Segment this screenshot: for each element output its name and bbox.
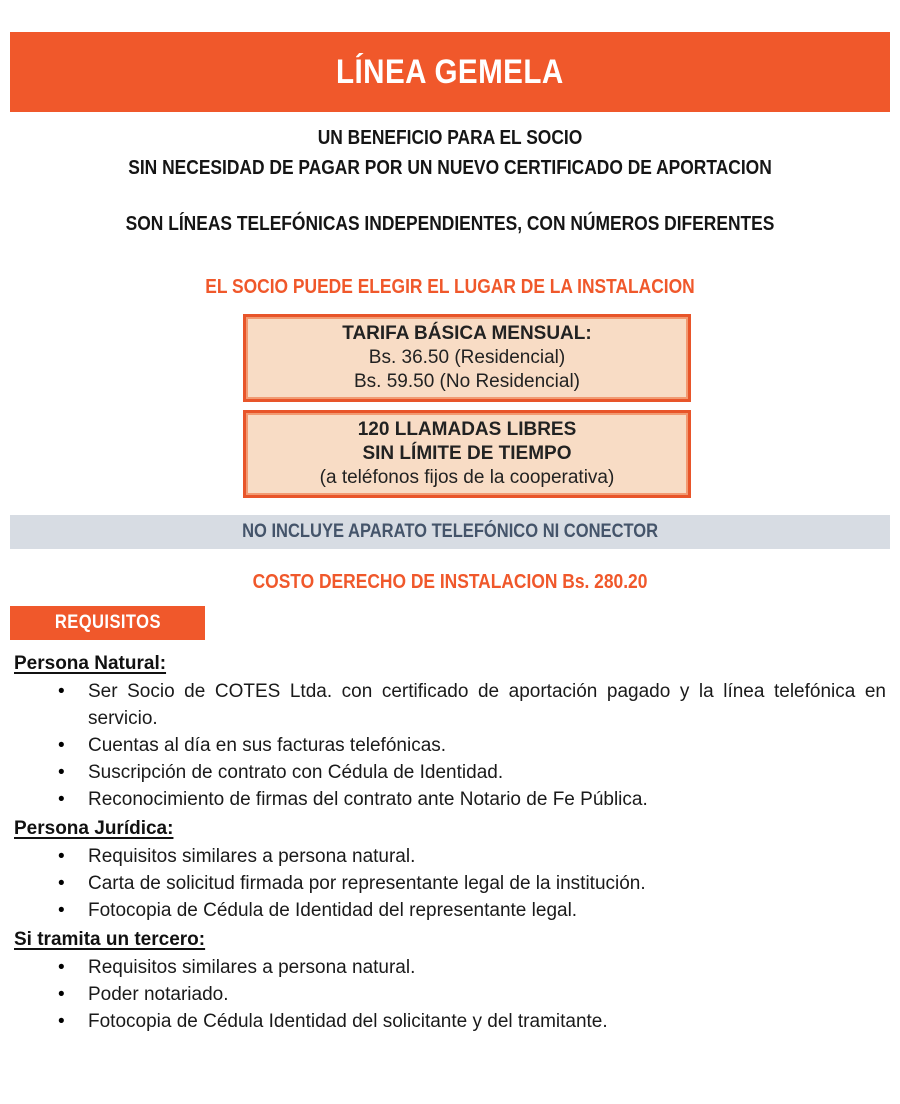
section-heading-persona-natural: Persona Natural: bbox=[14, 653, 167, 674]
bullet-item: • Requisitos similares a persona natural. bbox=[0, 843, 886, 870]
bullet-item: • Suscripción de contrato con Cédula de Identidad. bbox=[0, 759, 886, 786]
tariff-box-title: TARIFA BÁSICA MENSUAL: bbox=[342, 323, 592, 344]
bullet-list-tramite-tercero bbox=[0, 954, 886, 1035]
section-persona-natural bbox=[0, 652, 900, 813]
section-heading-persona-juridica: Persona Jurídica: bbox=[14, 818, 174, 839]
bullet-item: • Ser Socio de COTES Ltda. con certificado de aportación pagado y la línea telefónica en servicio. bbox=[0, 678, 886, 732]
free-calls-line1: 120 LLAMADAS LIBRES bbox=[357, 419, 577, 440]
bullet-list-persona-juridica bbox=[0, 843, 886, 924]
bullet-item: • Fotocopia de Cédula Identidad del solicitante y del tramitante. bbox=[0, 1008, 886, 1035]
no-payment-line: SIN NECESIDAD DE PAGAR POR UN NUEVO CERTIFICADO DE APORTACION bbox=[128, 157, 772, 179]
free-calls-line2: SIN LÍMITE DE TIEMPO bbox=[362, 443, 572, 464]
section-heading-tramite-tercero: Si tramita un tercero: bbox=[14, 929, 206, 950]
tariff-non-residential: Bs. 59.50 (No Residencial) bbox=[354, 371, 580, 392]
benefit-line: UN BENEFICIO PARA EL SOCIO bbox=[317, 127, 583, 149]
section-tramite-tercero bbox=[0, 928, 900, 1035]
tariff-box bbox=[243, 314, 691, 402]
requisitos-label: REQUISITOS bbox=[54, 612, 161, 633]
choose-location-line: EL SOCIO PUEDE ELEGIR EL LUGAR DE LA INSTALACION bbox=[205, 276, 695, 298]
bullet-item: • Carta de solicitud firmada por representante legal de la institución. bbox=[0, 870, 886, 897]
not-included-banner bbox=[10, 515, 890, 549]
not-included-text: NO INCLUYE APARATO TELEFÓNICO NI CONECTOR bbox=[241, 521, 659, 542]
bullet-item: • Reconocimiento de firmas del contrato ante Notario de Fe Pública. bbox=[0, 786, 886, 813]
bullet-list-persona-natural bbox=[0, 678, 886, 813]
bullet-item: • Cuentas al día en sus facturas telefónicas. bbox=[0, 732, 886, 759]
section-persona-juridica bbox=[0, 817, 900, 924]
bullet-item: • Poder notariado. bbox=[0, 981, 886, 1008]
installation-cost-line: COSTO DERECHO DE INSTALACION Bs. 280.20 bbox=[252, 571, 648, 593]
bullet-item: • Requisitos similares a persona natural. bbox=[0, 954, 886, 981]
title-banner bbox=[10, 32, 890, 112]
requisitos-banner bbox=[10, 606, 205, 640]
free-calls-box bbox=[243, 410, 691, 498]
independent-lines-line: SON LÍNEAS TELEFÓNICAS INDEPENDIENTES, CON NÚMEROS DIFERENTES bbox=[125, 213, 775, 235]
page-title: LÍNEA GEMELA bbox=[336, 52, 564, 91]
free-calls-note: (a teléfonos fijos de la cooperativa) bbox=[319, 467, 615, 488]
tariff-residential: Bs. 36.50 (Residencial) bbox=[368, 347, 566, 368]
bullet-item: • Fotocopia de Cédula de Identidad del representante legal. bbox=[0, 897, 886, 924]
